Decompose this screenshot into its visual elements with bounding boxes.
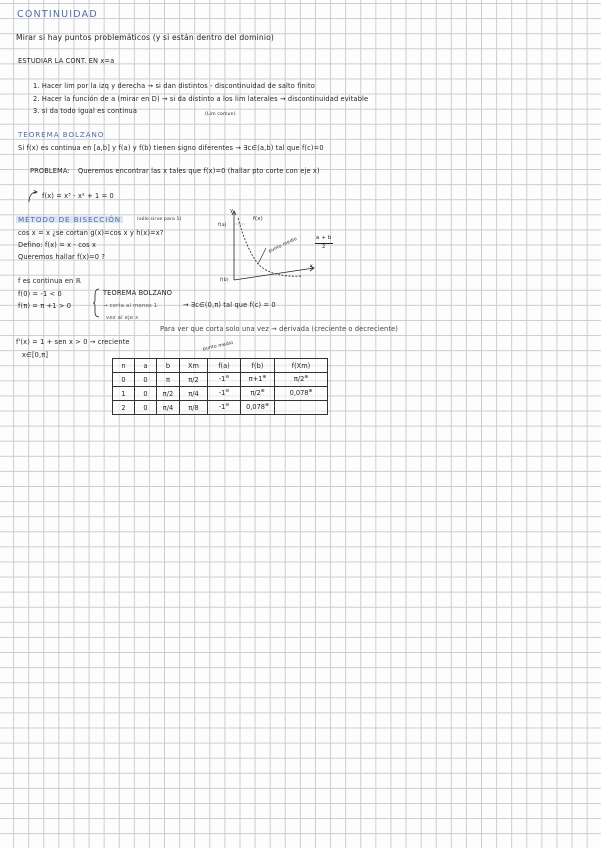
cell [275,387,328,401]
step-2: 2. Hacer la función de a (mirar en D) → si da distinto a los lim laterales → discontinuidad evitable [33,95,369,103]
brace-text-1: TEOREMA BOLZANO [103,289,173,297]
bolzano-example: f(x) = x³ - x² + 1 = 0 [42,192,114,200]
cell: π/2 [157,387,180,401]
cell [241,373,275,387]
cell: 0 [135,401,157,415]
cell: 0 [135,387,157,401]
step-3-note: (Lim comun) [205,112,236,117]
cell: π/2 [180,373,208,387]
col-fa: f(a) [208,359,241,373]
table-header-row [113,359,328,373]
bis-domain: x∈[0,π] [22,351,49,359]
sign-positive: ⊕ [304,375,309,381]
cell: π/4 [180,387,208,401]
brace-text-2: → corta al menos 1 [103,303,158,309]
brace-icon [92,288,102,318]
cell-value: -1 [218,375,226,384]
bis-line-6: f(π) = π +1 > 0 [18,302,72,310]
bis-line-1: cos x = x ¿se cortan g(x)=cos x y h(x)=x? [18,229,164,237]
biseccion-note: (sólo sirve para 1) [137,217,182,222]
graph-frac-num: a + b [316,235,332,241]
step-1: 1. Hacer lim por la izq y derecha → si dan distintos - discontinuidad de salto finito [33,82,315,90]
sign-positive: ⊕ [262,375,267,381]
graph-punto-medio: punto medio [268,236,299,255]
cell-value: π/2 [293,375,305,384]
cell-value: π/2 [250,389,261,398]
bis-line-2: Defino: f(x) = x - cos x [18,241,97,249]
cell [208,401,241,415]
cell [275,373,328,387]
col-n: n [113,359,135,373]
cell: π/4 [157,401,180,415]
bis-line-3: Queremos hallar f(x)=0 ? [18,253,106,261]
cell [241,387,275,401]
col-fb: f(b) [241,359,275,373]
graph-frac-den: 2 [322,244,326,250]
col-fxm: f(Xm) [275,359,328,373]
cell-value: -1 [218,389,226,398]
brace-text-3: vez al eje x [106,315,139,321]
estudiar-heading: ESTUDIAR LA CONT. EN x=a [18,57,115,65]
cell-value: π+1 [248,375,263,384]
cell [208,373,241,387]
cell-value: 0,078 [289,389,309,398]
sign-positive: ⊕ [260,389,265,395]
bolzano-heading: TEOREMA BOLZANO [18,130,105,139]
col-xm: Xm [180,359,208,373]
cell [241,401,275,415]
cell: 1 [113,387,135,401]
bis-conclusion: → ∃c∈(0,π) tal que f(c) = 0 [183,301,276,309]
graph-y-label: y [230,208,234,214]
cell: 0 [113,373,135,387]
col-a: a [135,359,157,373]
graph-fa-label: f(a) [218,223,227,228]
graph-fx-label: f(x) [253,216,263,222]
sign-positive: ⊕ [265,403,269,409]
cell: 0 [135,373,157,387]
problema-text: Queremos encontrar las x tales que f(x)=0 (hallar pto corte con eje x) [78,167,320,175]
cell [208,387,241,401]
bis-line-4: f es continua en ℝ [18,277,82,285]
graph-x-label: x [310,264,313,269]
table-row [113,401,328,415]
cell-value: -1 [218,403,226,412]
problema-label: PROBLEMA: [30,167,70,175]
curved-arrow-icon [26,190,40,204]
cell-value: 0,078 [246,403,266,412]
bis-note: Para ver que corta solo una vez → derivada (creciente o decreciente) [160,325,399,333]
bisection-table [112,358,328,415]
col-b: b [157,359,180,373]
sign-negative: ⊖ [225,389,230,395]
table-row [113,387,328,401]
bolzano-statement: Si f(x) es continua en [a,b] y f(a) y f(b) tienen signo diferentes → ∃c∈(a,b) tal que f(c)=0 [18,144,324,152]
sign-negative: ⊖ [225,375,230,381]
intro-text: Mirar si hay puntos problemáticos (y si están dentro del dominio) [16,33,275,42]
cell: π [157,373,180,387]
step-3: 3. si da todo igual es continua [33,107,138,115]
sign-positive: ⊕ [308,389,313,395]
cell: 2 [113,401,135,415]
cell: π/8 [180,401,208,415]
table-row [113,373,328,387]
table-annotation: punto medio [202,340,234,353]
bis-line-5: f(0) = -1 < 0 [18,290,62,298]
sign-negative: ⊖ [225,403,230,409]
cell [275,401,328,415]
biseccion-heading: MÉTODO DE BISECCIÓN [18,215,122,224]
page-title: CONTINUIDAD [17,9,98,20]
bis-deriv: f'(x) = 1 + sen x > 0 → creciente [16,338,130,346]
graph-fb-label: f(b) [220,278,229,283]
